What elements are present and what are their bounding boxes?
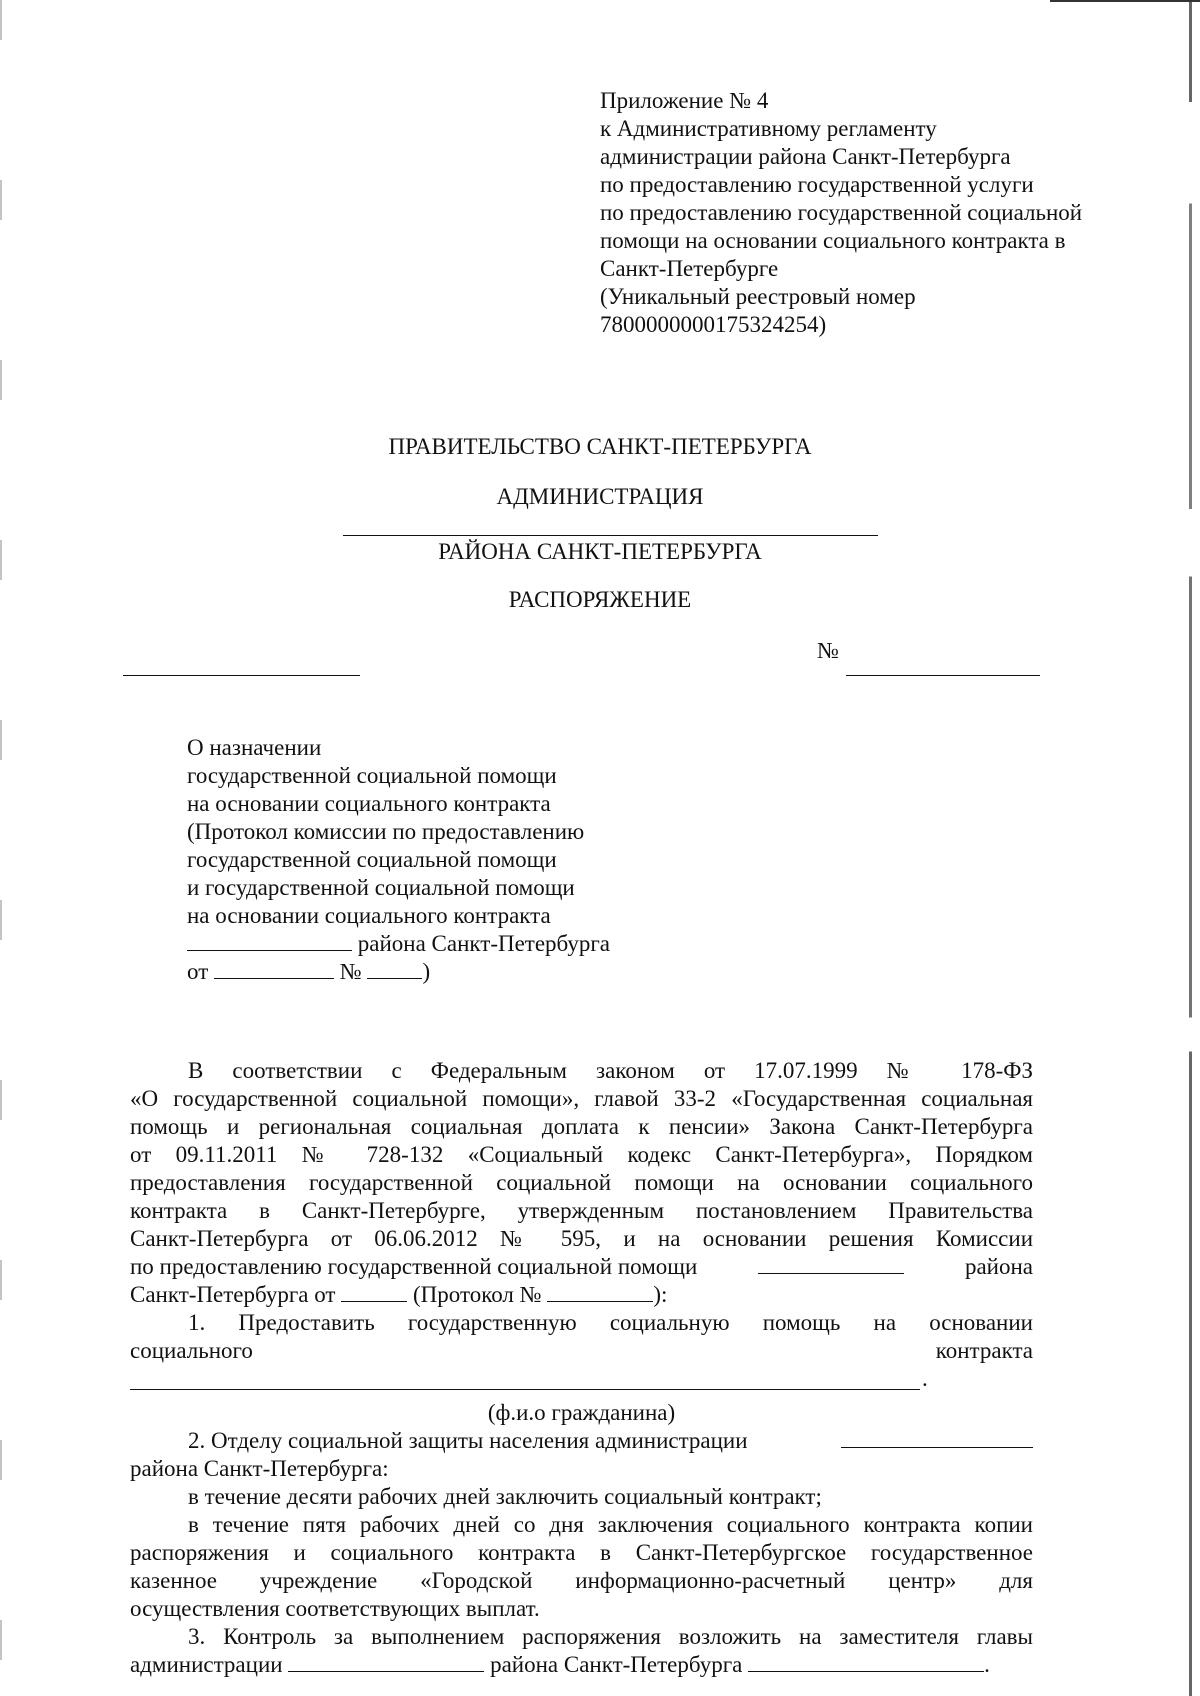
- from-label: от: [187, 959, 209, 984]
- item-3-text: района Санкт-Петербурга: [490, 1652, 743, 1677]
- subject-line: О назначении: [187, 735, 322, 760]
- subject-district-line: [187, 930, 667, 958]
- appendix-line: к Административному регламенту: [600, 116, 937, 141]
- district-blank: [187, 930, 352, 951]
- department-blank: [841, 1427, 1033, 1448]
- order-number-sign: №: [817, 638, 839, 663]
- order-date-blank: [123, 675, 360, 676]
- protocol-date-blank: [341, 1281, 407, 1302]
- district-name-blank: [343, 535, 878, 536]
- subject-line: на основании социального контракта: [187, 791, 551, 816]
- item-2-line: [130, 1427, 1033, 1455]
- district-suffix: района Санкт-Петербурга: [357, 931, 611, 956]
- item-2-b-line: распоряжения и социального контракта в Санкт-Петербургское государственное: [130, 1540, 1033, 1565]
- body-line: контракта в Санкт-Петербурге, утвержденным постановлением Правительства: [130, 1198, 1033, 1223]
- appendix-line: Санкт-Петербурге: [600, 256, 779, 281]
- protocol-number-blank: [367, 958, 422, 979]
- item-1-line: [130, 1337, 1033, 1365]
- subject-line: (Протокол комиссии по предоставлению: [187, 819, 585, 844]
- item-2-a: в течение десяти рабочих дней заключить социальный контракт;: [188, 1484, 822, 1509]
- appendix-line: Приложение № 4: [600, 88, 769, 113]
- appendix-line: по предоставлению государственной социальной: [600, 200, 1083, 225]
- district-title: РАЙОНА САНКТ-ПЕТЕРБУРГА: [438, 539, 762, 564]
- item-3-line: 3. Контроль за выполнением распоряжения возложить на заместителя главы: [188, 1624, 1033, 1649]
- subject-line: на основании социального контракта: [187, 903, 551, 928]
- number-label: №: [339, 959, 362, 984]
- subject-block: [187, 734, 667, 986]
- body-line: Санкт-Петербурга от 06.06.2012 № 595, и на основании решения Комиссии: [130, 1226, 1033, 1251]
- citizen-name-blank: [130, 1369, 920, 1390]
- citizen-name-line: [130, 1365, 1033, 1393]
- appendix-line: администрации района Санкт-Петербурга: [600, 144, 1011, 169]
- body-line-commission: [130, 1253, 1033, 1281]
- item-1-line: 1. Предоставить государственную социальную помощь на основании: [188, 1310, 1033, 1335]
- scan-edge-left: [0, 0, 2, 1696]
- appendix-line: помощи на основании социального контракта в: [600, 228, 1066, 253]
- item-1-text: социального: [130, 1338, 253, 1363]
- commission-text: по предоставлению государственной социальной помощи: [130, 1254, 698, 1279]
- deputy-name-blank: [748, 1651, 984, 1672]
- government-title: ПРАВИТЕЛЬСТВО САНКТ-ПЕТЕРБУРГА: [388, 434, 812, 459]
- body-line-protocol: [130, 1281, 1033, 1309]
- item-2-b-line: осуществления соответствующих выплат.: [130, 1596, 540, 1621]
- order-title: РАСПОРЯЖЕНИЕ: [508, 587, 692, 612]
- administration-title: АДМИНИСТРАЦИЯ: [496, 484, 704, 509]
- protocol-close: ):: [653, 1282, 668, 1307]
- appendix-line: 7800000000175324254): [600, 312, 827, 337]
- item-2-b-line: казенное учреждение «Городской информационно-расчетный центр» для: [130, 1568, 1033, 1593]
- body-line: «О государственной социальной помощи», главой 33-2 «Государственная социальная: [130, 1086, 1033, 1111]
- protocol-number-label: (Протокол №: [412, 1282, 542, 1307]
- protocol-number-blank: [547, 1281, 653, 1302]
- close-paren: ): [422, 959, 431, 984]
- body-line: В соответствии с Федеральным законом от 17.07.1999 № 178-ФЗ: [188, 1058, 1033, 1083]
- protocol-date-label: Санкт-Петербурга от: [130, 1282, 336, 1307]
- item-1-text: контракта: [935, 1338, 1033, 1363]
- citizen-name-caption: (ф.и.о гражданина): [487, 1400, 676, 1425]
- body-line: помощь и региональная социальная доплата к пенсии» Закона Санкт-Петербурга: [130, 1114, 1033, 1139]
- body-line: от 09.11.2011 № 728-132 «Социальный кодекс Санкт-Петербурга», Порядком: [130, 1142, 1033, 1167]
- scan-edge-right: [1189, 0, 1192, 1696]
- scan-edge-top: [1050, 0, 1200, 2]
- subject-line: и государственной социальной помощи: [187, 875, 575, 900]
- protocol-date-blank: [214, 958, 334, 979]
- item-3-text: администрации: [130, 1652, 283, 1677]
- subject-date-line: [187, 958, 667, 986]
- item-3-line: [130, 1651, 1033, 1679]
- body-line: предоставления государственной социальной помощи на основании социального: [130, 1170, 1033, 1195]
- order-body: [130, 1057, 1033, 1679]
- subject-line: государственной социальной помощи: [187, 847, 557, 872]
- item-2-line: района Санкт-Петербурга:: [130, 1456, 389, 1481]
- subject-line: государственной социальной помощи: [187, 763, 557, 788]
- commission-district-blank: [758, 1253, 904, 1274]
- commission-district-label: района: [964, 1254, 1033, 1279]
- item-2-b-line: в течение пятя рабочих дней со дня заключения социального контракта копии: [188, 1512, 1033, 1537]
- item-3-period: .: [984, 1652, 990, 1677]
- deputy-district-blank: [288, 1651, 484, 1672]
- item-2-text: 2. Отделу социальной защиты населения администрации: [188, 1428, 748, 1453]
- appendix-line: (Уникальный реестровый номер: [600, 284, 916, 309]
- citizen-name-period: .: [922, 1366, 928, 1391]
- appendix-line: по предоставлению государственной услуги: [600, 172, 1034, 197]
- order-number-blank: [846, 675, 1040, 676]
- appendix-block: [600, 87, 1120, 339]
